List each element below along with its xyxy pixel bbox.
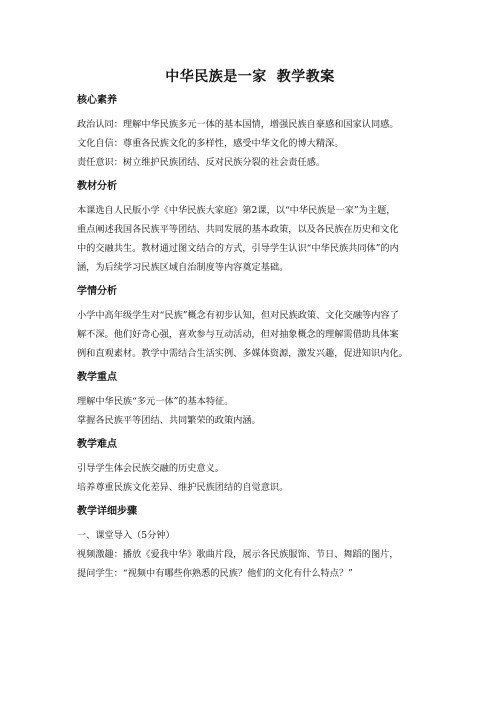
title-main: 中华民族是一家 (165, 69, 267, 85)
paragraph-line: 政治认同：理解中华民族多元一体的基本国情，增强民族自豪感和国家认同感。 (77, 119, 399, 130)
paragraph-line: 提问学生：“视频中有哪些你熟悉的民族？他们的文化有什么特点？” (77, 568, 353, 579)
section-teaching-difficulty (77, 438, 432, 497)
section-heading: 教学详细步骤 (77, 506, 137, 517)
paragraph-line: 小学中高年级学生对“民族”概念有初步认知，但对民族政策、文化交融等内容了 (77, 310, 399, 321)
page-title (0, 66, 500, 86)
section-learner-analysis (77, 285, 432, 363)
section-teaching-focus (77, 371, 432, 430)
section-textbook-analysis (77, 180, 432, 277)
title-sub: 教学教案 (276, 69, 335, 85)
paragraph-line: 例和直观素材。教学中需结合生活实例、多媒体资源，激发兴趣，促进知识内化。 (77, 348, 408, 359)
paragraph-line: 文化自信：尊重各民族文化的多样性，感受中华文化的博大精深。 (77, 138, 344, 149)
paragraph-line: 重点阐述我国各民族平等团结、共同发展的基本政策，以及各民族在历史和文化 (77, 224, 399, 235)
section-heading: 核心素养 (77, 95, 117, 106)
paragraph-line: 视频激趣：播放《爱我中华》歌曲片段，展示各民族服饰、节日、舞蹈的图片， (77, 549, 399, 560)
paragraph-line: 涵，为后续学习民族区域自治制度等内容奠定基础。 (77, 262, 289, 273)
paragraph-line: 引导学生体会民族交融的历史意义。 (77, 463, 224, 474)
section-detailed-steps (77, 505, 432, 583)
paragraph-line: 掌握各民族平等团结、共同繁荣的政策内涵。 (77, 415, 261, 426)
paragraph-line: 解不深。他们好奇心强，喜欢参与互动活动，但对抽象概念的理解需借助具体案 (77, 329, 399, 340)
paragraph-line: 中的交融共生。教材通过图文结合的方式，引导学生认识“中华民族共同体”的内 (77, 243, 399, 254)
section-heading: 教材分析 (77, 181, 117, 192)
paragraph-line: 理解中华民族“多元一体”的基本特征。 (77, 396, 234, 407)
paragraph-line: 本课选自人民版小学《中华民族大家庭》第2课，以“中华民族是一家”为主题， (77, 205, 396, 216)
section-heading: 教学重点 (77, 372, 117, 383)
paragraph-line: 责任意识：树立维护民族团结、反对民族分裂的社会责任感。 (77, 157, 326, 168)
paragraph-line: 一、课堂导入（5分钟） (77, 530, 175, 541)
section-heading: 学情分析 (77, 286, 117, 297)
paragraph-line: 培养尊重民族文化差异、维护民族团结的自觉意识。 (77, 482, 289, 493)
section-core-literacy (77, 94, 432, 172)
document-body (77, 94, 432, 583)
section-heading: 教学难点 (77, 439, 117, 450)
